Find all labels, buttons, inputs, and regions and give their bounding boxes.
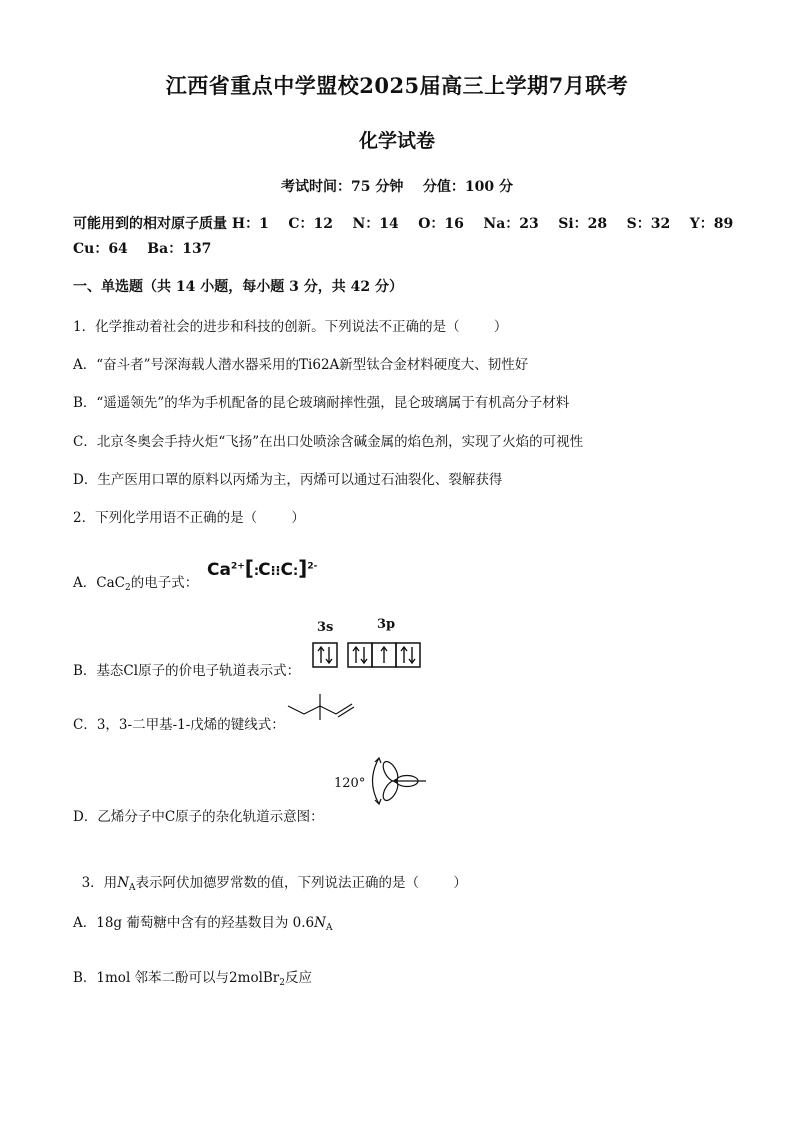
- q3-option-b-text: B．1mol 邻苯二酚可以与2molBr: [73, 970, 280, 986]
- sp2-angle-label: 120°: [334, 776, 366, 791]
- q3-stem-na-sub: A: [129, 883, 136, 893]
- q3-stem: [73, 855, 467, 893]
- angle-arc: [373, 758, 380, 804]
- carbon-nucleus: [394, 779, 398, 783]
- exam-subtitle: 化学试卷: [358, 130, 435, 152]
- calcium-charge: 2+: [230, 561, 245, 572]
- q2-option-a-label: A．CaC: [73, 575, 125, 591]
- q2-option-d: D．乙烯分子中C原子的杂化轨道示意图：: [73, 809, 324, 825]
- orbital-box-3s: [313, 643, 337, 667]
- carbon-1-symbol: C: [258, 560, 271, 580]
- double-bond-line: [338, 707, 354, 717]
- q1-option-c: C．北京冬奥会手持火炬“飞扬”在出口处喷涂含碱金属的焰色剂，实现了火焰的可视性: [73, 434, 584, 450]
- atomic-masses-line1: 可能用到的相对原子质量 H：1 C：12 N：14 O：16 Na：23 Si：28 S：32 Y：89: [73, 216, 734, 232]
- q1-stem: 1．化学推动着社会的进步和科技的创新。下列说法不正确的是（ ）: [73, 319, 508, 335]
- q3-option-a-text: A．18g 葡萄糖中含有的羟基数目为 0.6: [73, 915, 315, 931]
- orbital-3s-label: 3s: [317, 620, 334, 635]
- q2-option-c: C．3，3-二甲基-1-戊烯的键线式：: [73, 717, 285, 733]
- q3-option-a: [73, 911, 332, 933]
- q3-stem-prefix: 3．用: [81, 875, 118, 891]
- acetylide-charge: 2-: [307, 561, 318, 572]
- q1-option-b: B．“遥遥领先”的华为手机配备的昆仑玻璃耐摔性强，昆仑玻璃属于有机高分子材料: [73, 395, 570, 411]
- cac2-electron-formula: $Ca^{2+}[:C⁝⁝C:]^{2-}$: [207, 556, 318, 580]
- q3-option-b: [73, 966, 312, 988]
- q1-option-a: A．“奋斗者”号深海载人潜水器采用的Ti62A新型钛合金材料硬度大、韧性好: [73, 357, 529, 373]
- orbital-diagram: [312, 641, 422, 671]
- bond-line-structure: [286, 692, 358, 724]
- orbital-3p-label: 3p: [377, 617, 396, 632]
- q2-option-b: B．基态Cl原子的价电子轨道表示式：: [73, 663, 301, 679]
- q3-stem-suffix: 表示阿伏加德罗常数的值，下列说法正确的是（ ）: [135, 875, 467, 891]
- q1-option-d: D．生产医用口罩的原料以丙烯为主，丙烯可以通过石油裂化、裂解获得: [73, 472, 503, 488]
- orbital-box-3p-1: [348, 643, 372, 667]
- orbital-3s-electrons: [318, 647, 332, 663]
- q3-option-a-na: N: [314, 915, 326, 931]
- q2-stem: 2．下列化学用语不正确的是（ ）: [73, 510, 305, 526]
- calcium-symbol: Ca: [207, 560, 231, 580]
- q3-stem-na: N: [117, 875, 129, 891]
- q2-option-a-tail: 的电子式：: [130, 575, 199, 591]
- orbital-box-3p-3: [396, 643, 420, 667]
- q2-option-a: [73, 571, 198, 593]
- q3-option-b-tail: 反应: [285, 970, 312, 986]
- carbon-2-symbol: C: [280, 560, 293, 580]
- section-heading: 一、单选题（共 14 小题，每小题 3 分，共 42 分）: [73, 279, 403, 295]
- atomic-masses-line2: Cu：64 Ba：137: [73, 241, 212, 257]
- q3-option-b-sub: 2: [279, 978, 285, 988]
- exam-title: 江西省重点中学盟校2025届高三上学期7月联考: [165, 73, 629, 98]
- orbital-3p-electrons: [353, 647, 415, 663]
- sp2-orbital-diagram: [362, 750, 428, 812]
- q2-option-a-subscript: 2: [124, 583, 131, 593]
- q3-option-a-na-sub: A: [325, 923, 333, 933]
- exam-info: 考试时间：75 分钟 分值：100 分: [281, 179, 513, 195]
